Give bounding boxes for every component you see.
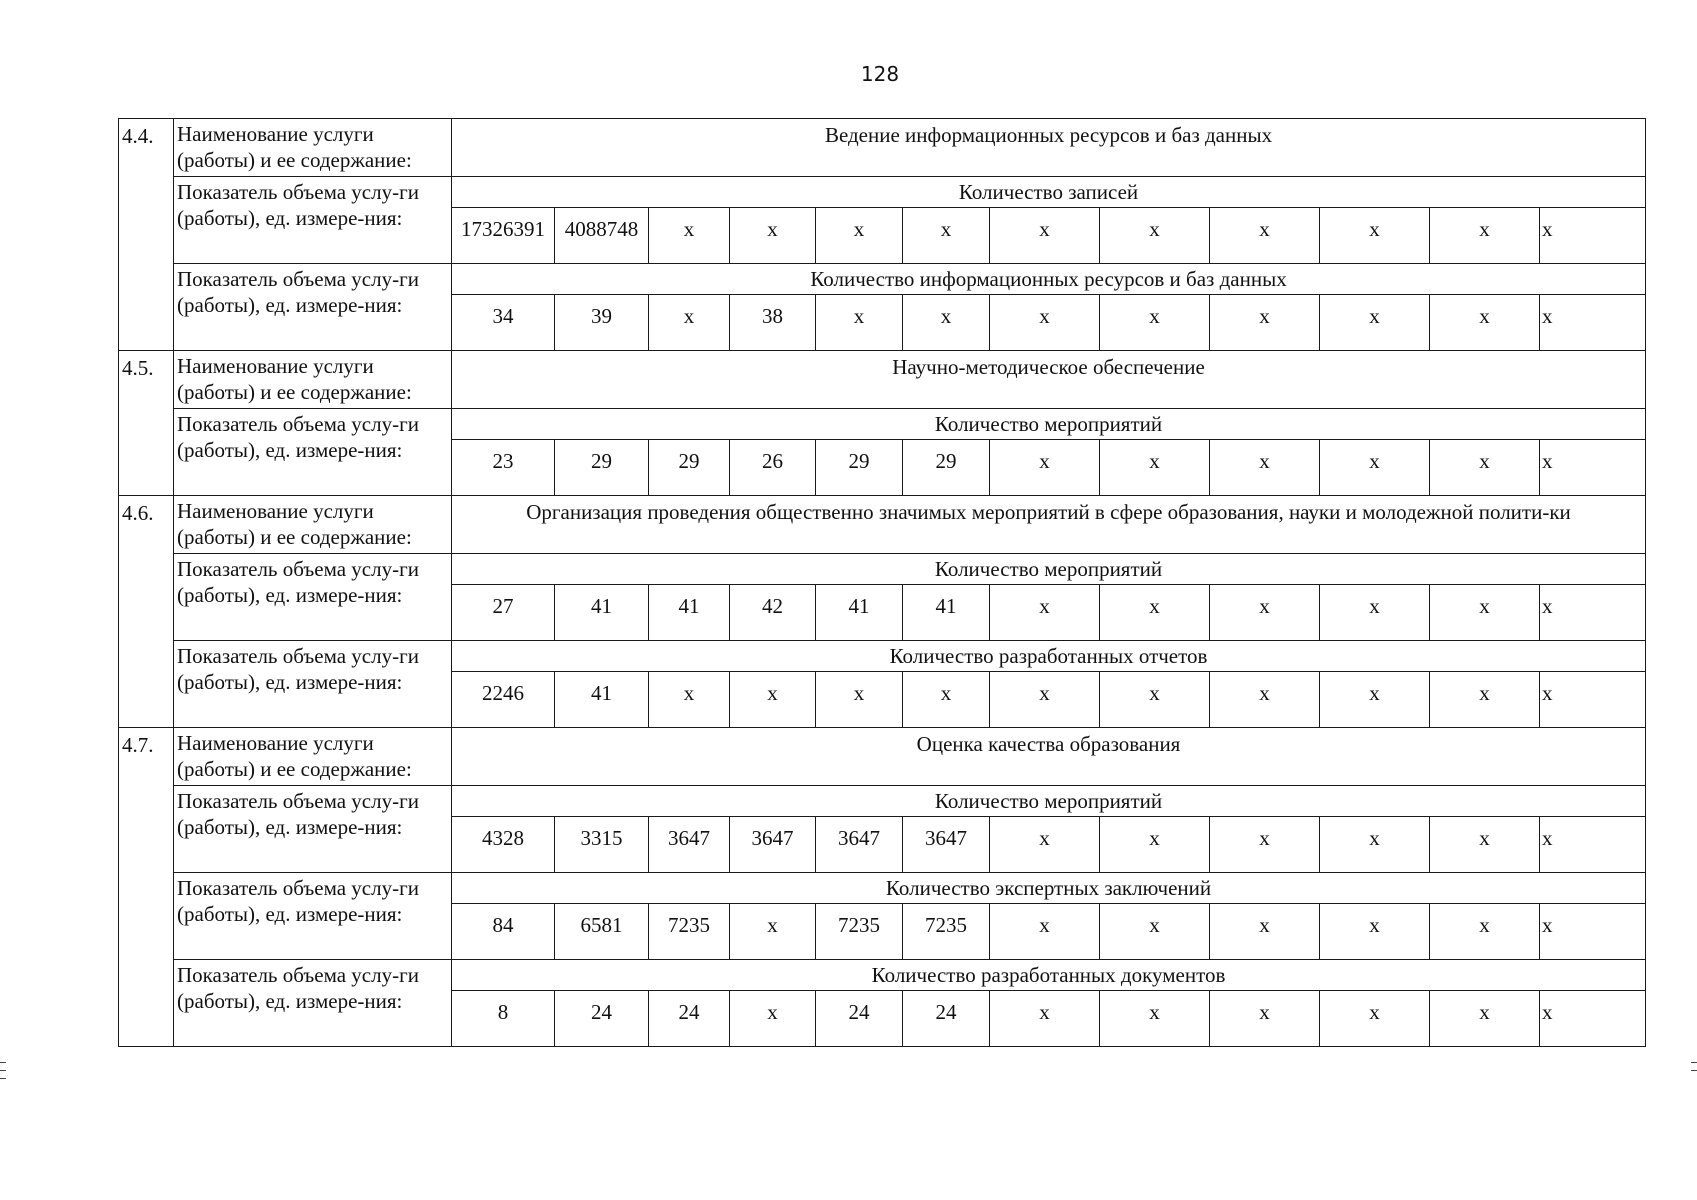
indicator-metric: Количество информационных ресурсов и баз данных (452, 264, 1646, 295)
value-cell: 29 (816, 440, 903, 496)
value-cell: 3315 (555, 817, 649, 873)
value-cell: x (1430, 585, 1540, 641)
value-cell: 27 (452, 585, 555, 641)
value-cell: 6581 (555, 904, 649, 960)
section-number: 4.4. (119, 119, 174, 351)
value-cell: x (990, 208, 1100, 264)
value-cell: x (1430, 295, 1540, 351)
value-cell: x (1210, 817, 1320, 873)
indicator-header-row (119, 409, 1646, 440)
value-cell: x (730, 208, 816, 264)
indicator-header-row (119, 641, 1646, 672)
indicator-header-row (119, 177, 1646, 208)
indicator-header-row (119, 960, 1646, 991)
indicator-label: Показатель объема услу-ги (работы), ед. измере-ния: (174, 264, 452, 351)
value-cell: x (990, 672, 1100, 728)
value-cell: 41 (816, 585, 903, 641)
service-name: Организация проведения общественно значимых мероприятий в сфере образования, науки и молодежной полити-ки (452, 496, 1646, 554)
value-cell: 3647 (730, 817, 816, 873)
value-cell: 3647 (649, 817, 730, 873)
value-cell: x (1320, 585, 1430, 641)
value-cell: x (1100, 991, 1210, 1047)
value-cell: 4088748 (555, 208, 649, 264)
value-cell: x (1540, 208, 1646, 264)
value-cell: 17326391 (452, 208, 555, 264)
indicator-metric: Количество записей (452, 177, 1646, 208)
indicator-metric: Количество экспертных заключений (452, 873, 1646, 904)
value-cell: x (1210, 295, 1320, 351)
indicator-label: Показатель объема услу-ги (работы), ед. измере-ния: (174, 786, 452, 873)
value-cell: x (1100, 817, 1210, 873)
value-cell: 29 (903, 440, 990, 496)
value-cell: 34 (452, 295, 555, 351)
value-cell: x (903, 672, 990, 728)
value-cell: x (990, 295, 1100, 351)
value-cell: x (1210, 672, 1320, 728)
value-cell: x (1320, 295, 1430, 351)
value-cell: x (730, 904, 816, 960)
value-cell: x (730, 991, 816, 1047)
value-cell: x (1540, 672, 1646, 728)
value-cell: 7235 (903, 904, 990, 960)
value-cell: x (730, 672, 816, 728)
value-cell: x (1430, 904, 1540, 960)
services-table (118, 118, 1646, 1047)
value-cell: x (649, 672, 730, 728)
value-cell: x (1430, 817, 1540, 873)
value-cell: x (1540, 991, 1646, 1047)
value-cell: x (1320, 991, 1430, 1047)
value-cell: x (1320, 817, 1430, 873)
value-cell: x (1210, 585, 1320, 641)
value-cell: 8 (452, 991, 555, 1047)
indicator-label: Показатель объема услу-ги (работы), ед. измере-ния: (174, 641, 452, 728)
value-cell: x (649, 208, 730, 264)
indicator-header-row (119, 786, 1646, 817)
indicator-header-row (119, 873, 1646, 904)
service-row (119, 728, 1646, 786)
value-cell: 38 (730, 295, 816, 351)
value-cell: x (1100, 672, 1210, 728)
value-cell: x (1210, 904, 1320, 960)
service-row (119, 351, 1646, 409)
value-cell: x (1100, 904, 1210, 960)
scan-artifact (0, 1078, 6, 1079)
value-cell: x (1320, 208, 1430, 264)
value-cell: 26 (730, 440, 816, 496)
value-cell: x (1210, 440, 1320, 496)
value-cell: x (1100, 295, 1210, 351)
indicator-metric: Количество мероприятий (452, 409, 1646, 440)
value-cell: x (1210, 991, 1320, 1047)
value-cell: x (1320, 672, 1430, 728)
section-number: 4.5. (119, 351, 174, 496)
indicator-metric: Количество мероприятий (452, 554, 1646, 585)
indicator-label: Показатель объема услу-ги (работы), ед. измере-ния: (174, 960, 452, 1047)
value-cell: x (1540, 295, 1646, 351)
value-cell: x (1320, 440, 1430, 496)
indicator-metric: Количество мероприятий (452, 786, 1646, 817)
value-cell: 24 (816, 991, 903, 1047)
service-row (119, 496, 1646, 554)
indicator-metric: Количество разработанных отчетов (452, 641, 1646, 672)
section-number: 4.6. (119, 496, 174, 728)
value-cell: x (1540, 817, 1646, 873)
value-cell: 41 (555, 585, 649, 641)
value-cell: 24 (903, 991, 990, 1047)
value-cell: 3647 (903, 817, 990, 873)
value-cell: 29 (649, 440, 730, 496)
value-cell: 41 (903, 585, 990, 641)
value-cell: x (1540, 904, 1646, 960)
value-cell: 41 (555, 672, 649, 728)
value-cell: 24 (649, 991, 730, 1047)
value-cell: 24 (555, 991, 649, 1047)
scan-artifact (1691, 1062, 1697, 1063)
service-name: Ведение информационных ресурсов и баз данных (452, 119, 1646, 177)
scan-artifact (1691, 1070, 1697, 1071)
scan-artifact (0, 1062, 6, 1063)
value-cell: x (1540, 585, 1646, 641)
value-cell: x (1540, 440, 1646, 496)
service-label: Наименование услуги (работы) и ее содержание: (174, 496, 452, 554)
service-row (119, 119, 1646, 177)
service-name: Научно-методическое обеспечение (452, 351, 1646, 409)
page-number: 128 (860, 62, 900, 86)
value-cell: x (816, 208, 903, 264)
service-name: Оценка качества образования (452, 728, 1646, 786)
value-cell: x (1100, 208, 1210, 264)
value-cell: x (1320, 904, 1430, 960)
value-cell: x (1100, 440, 1210, 496)
indicator-header-row (119, 264, 1646, 295)
indicator-label: Показатель объема услу-ги (работы), ед. измере-ния: (174, 177, 452, 264)
value-cell: x (903, 208, 990, 264)
value-cell: x (990, 904, 1100, 960)
value-cell: x (990, 817, 1100, 873)
value-cell: x (649, 295, 730, 351)
value-cell: x (903, 295, 990, 351)
value-cell: 7235 (649, 904, 730, 960)
indicator-label: Показатель объема услу-ги (работы), ед. измере-ния: (174, 554, 452, 641)
indicator-header-row (119, 554, 1646, 585)
service-label: Наименование услуги (работы) и ее содержание: (174, 728, 452, 786)
indicator-label: Показатель объема услу-ги (работы), ед. измере-ния: (174, 873, 452, 960)
value-cell: x (1430, 440, 1540, 496)
value-cell: x (816, 672, 903, 728)
scan-artifact (0, 1070, 6, 1071)
service-label: Наименование услуги (работы) и ее содержание: (174, 351, 452, 409)
value-cell: 29 (555, 440, 649, 496)
service-label: Наименование услуги (работы) и ее содержание: (174, 119, 452, 177)
indicator-label: Показатель объема услу-ги (работы), ед. измере-ния: (174, 409, 452, 496)
indicator-metric: Количество разработанных документов (452, 960, 1646, 991)
value-cell: x (816, 295, 903, 351)
value-cell: x (1430, 672, 1540, 728)
value-cell: 23 (452, 440, 555, 496)
value-cell: x (1430, 991, 1540, 1047)
value-cell: x (990, 991, 1100, 1047)
value-cell: x (990, 585, 1100, 641)
value-cell: 42 (730, 585, 816, 641)
value-cell: 39 (555, 295, 649, 351)
section-number: 4.7. (119, 728, 174, 1047)
value-cell: x (1100, 585, 1210, 641)
value-cell: 84 (452, 904, 555, 960)
value-cell: 4328 (452, 817, 555, 873)
value-cell: 41 (649, 585, 730, 641)
value-cell: 3647 (816, 817, 903, 873)
value-cell: x (990, 440, 1100, 496)
value-cell: 7235 (816, 904, 903, 960)
value-cell: x (1210, 208, 1320, 264)
value-cell: 2246 (452, 672, 555, 728)
value-cell: x (1430, 208, 1540, 264)
